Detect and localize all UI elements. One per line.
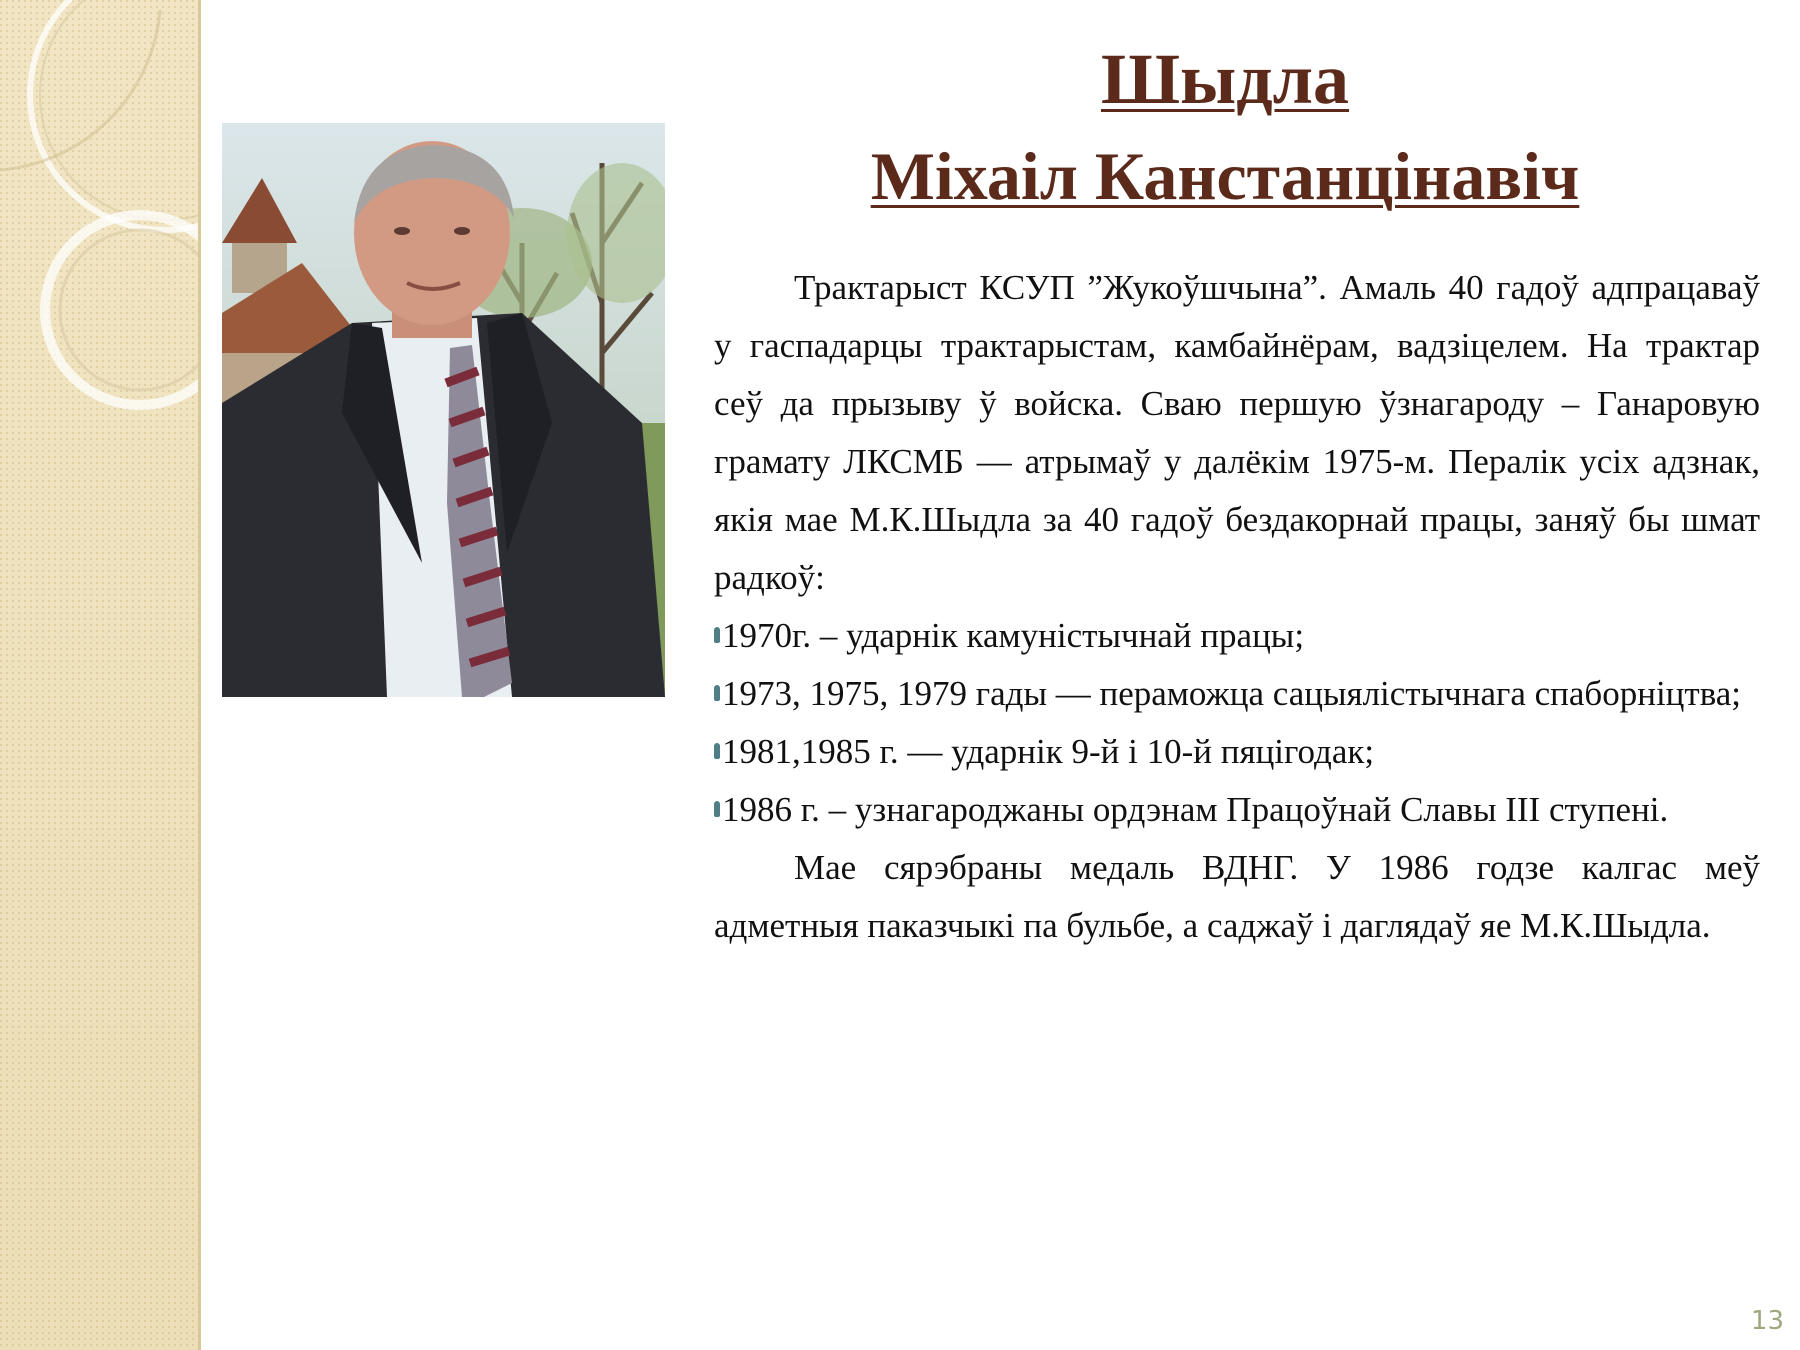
intro-paragraph: Трактарыст КСУП ”Жукоўшчына”. Амаль 40 гадоў адпрацаваў у гаспадарцы трактарыстам, камбайнёрам, вадзіцелем. На трактар сеў да прызыву ў войска. Сваю першую ўзнагароду – Ганаровую грамату ЛКСМБ — атрымаў у далёкім 1975-м. Пералік усіх адзнак, якія мае М.К.Шыдла за 40 гадоў бездакорнай працы, заняў бы шмат радкоў: [714,268,1760,597]
bullet-icon [714,627,720,643]
bullet-icon [714,685,720,701]
decorative-side-strip [0,0,201,1350]
decorative-rings-icon [0,0,201,460]
portrait-photo [222,123,665,697]
page-number: 13 [1750,1306,1784,1336]
portrait-photo-icon [222,123,665,697]
list-item [714,723,1760,781]
biography-text [714,259,1760,955]
list-item-text: 1986 г. – узнагароджаны ордэнам Працоўнай Славы ІІІ ступені. [722,790,1669,829]
list-item [714,781,1760,839]
list-item-text: 1970г. – ударнік камуністычнай працы; [722,616,1305,655]
bullet-icon [714,743,720,759]
bullet-icon [714,801,720,817]
list-item [714,665,1760,723]
closing-paragraph: Мае сярэбраны медаль ВДНГ. У 1986 годзе калгас меў адметныя паказчыкі па бульбе, а саджаў і даглядаў яе М.К.Шыдла. [714,848,1760,945]
list-item-text: 1981,1985 г. — ударнік 9-й і 10-й пяцігодак; [722,732,1375,771]
list-item-text: 1973, 1975, 1979 гады — пераможца сацыялістычнага спаборніцтва; [722,674,1742,713]
page-title-name: Міхаіл Канстанцінавіч [870,138,1580,214]
page-title-surname: Шыдла [1100,39,1350,119]
list-item [714,607,1760,665]
